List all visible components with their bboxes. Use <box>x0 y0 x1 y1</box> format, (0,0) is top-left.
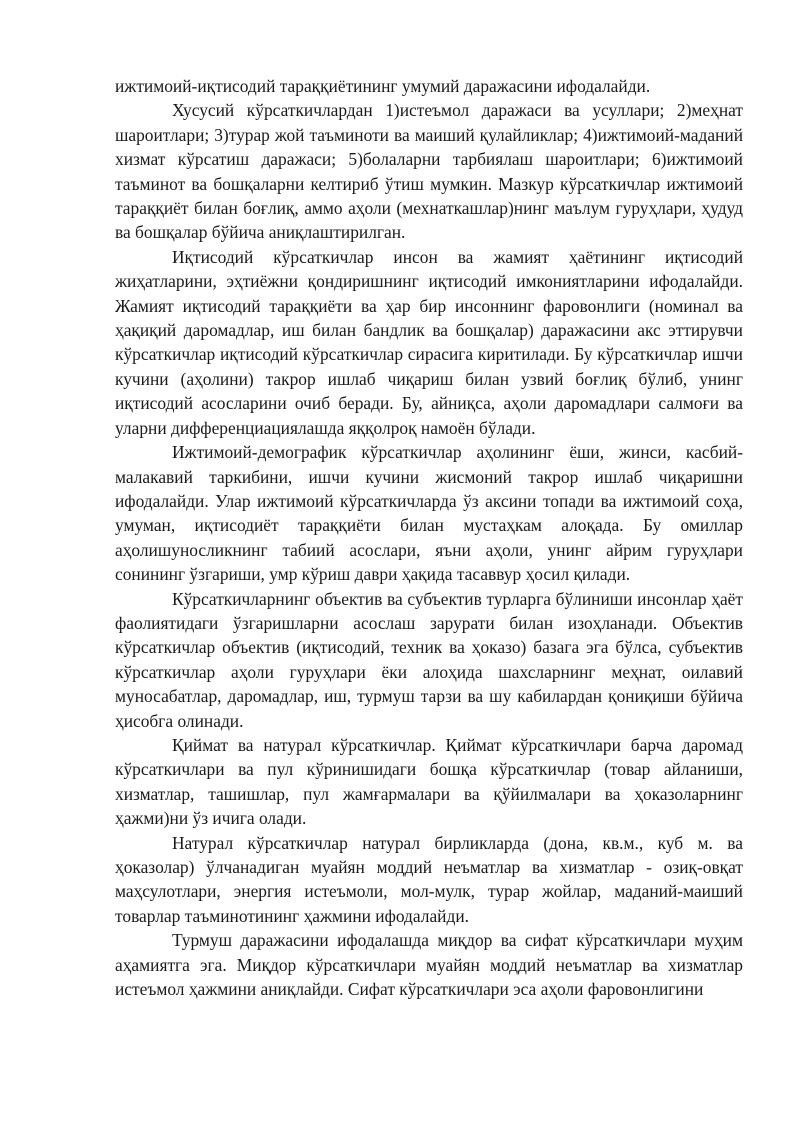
paragraph-natural-indicators: Натурал кўрсаткичлар натурал бирликларда (дона, кв.м., куб м. ва ҳоказолар) ўлчанадиган муайян моддий неъматлар ва хизматлар - озиқ-овқат маҳсулотлари, энергия истеъмоли, мол-мулк, турар жойлар, маданий-маиший товарлар таъминотининг ҳажмини ифодалайди. <box>115 832 743 926</box>
paragraph-objective-subjective-indicators: Кўрсаткичларнинг объектив ва субъектив турларга бўлиниши инсонлар ҳаёт фаолиятидаги ўзгаришларни асослаш зарурати билан изоҳланади. Объектив кўрсаткичлар объектив (иқтисодий, техник ва ҳоказо) базага эга бўлса, субъектив кўрсаткичлар аҳоли гуруҳлари ёки алоҳида шахсларнинг меҳнат, оилавий муносабатлар, даромадлар, иш, турмуш тарзи ва шу кабилардан қониқиши бўйича ҳисобга олинади. <box>115 588 743 731</box>
paragraph-economic-indicators: Иқтисодий кўрсаткичлар инсон ва жамият ҳаётининг иқтисодий жиҳатларини, эҳтиёжни қондиришнинг иқтисодий имкониятларини ифодалайди. Жамият иқтисодий тараққиёти ва ҳар бир инсоннинг фаровонлиги (номинал ва ҳақиқий даромадлар, иш билан бандлик ва бошқалар) даражасини акс эттирувчи кўрсаткичлар иқтисодий кўрсаткичлар сирасига киритилади. Бу кўрсаткичлар ишчи кучини (аҳолини) такрор ишлаб чиқариш билан узвий боғлиқ бўлиб, унинг иқтисодий асосларини очиб беради. Бу, айниқса, аҳоли даромадлари салмоғи ва уларни дифференциациялашда яққолроқ намоён бўлади. <box>115 246 743 438</box>
paragraph-continuation: ижтимоий-иқтисодий тараққиётининг умумий даражасини ифодалайди. <box>115 76 651 96</box>
paragraph-socio-demographic-indicators: Ижтимоий-демографик кўрсаткичлар аҳолининг ёши, жинси, касбий-малакавий таркибини, ишчи кучини жисмоний такрор ишлаб чиқаришни ифодалайди. Улар ижтимоий кўрсаткичларда ўз аксини топади ва ижтимоий соҳа, умуман, иқтисодиёт тараққиёти билан мустаҳкам алоқада. Бу омиллар аҳолишуносликнинг табиий асослари, яъни аҳоли, унинг айрим гуруҳлари сонининг ўзгариши, умр кўриш даври ҳақида тасаввур ҳосил қилади. <box>115 442 743 585</box>
paragraph-private-indicators: Хусусий кўрсаткичлардан 1)истеъмол даражаси ва усуллари; 2)меҳнат шароитлари; 3)турар жой таъминоти ва маиший қулайликлар; 4)ижтимоий-маданий хизмат кўрсатиш даражаси; 5)болаларни тарбиялаш шароитлари; 6)ижтимоий таъминот ва бошқаларни келтириб ўтиш мумкин. Мазкур кўрсаткичлар ижтимоий тараққиёт билан боғлиқ, аммо аҳоли (мехнаткашлар)нинг маълум гуруҳлари, ҳудуд ва бошқалар бўйича аниқлаштирилган. <box>115 100 743 243</box>
paragraph-quantity-quality-indicators: Турмуш даражасини ифодалашда миқдор ва сифат кўрсаткичлари муҳим аҳамиятга эга. Миқдор кўрсаткичлари муайян моддий неъматлар ва хизматлар истеъмол ҳажмини аниқлайди. Сифат кўрсаткичлари эса аҳоли фаровонлигини <box>115 930 743 1000</box>
paragraph-value-natural-indicators: Қиймат ва натурал кўрсаткичлар. Қиймат кўрсаткичлари барча даромад кўрсаткичлари ва пул кўринишидаги бошқа кўрсаткичлар (товар айланиши, хизматлар, ташишлар, пул жамғармалари ва қўйилмалари ва ҳоказоларнинг ҳажми)ни ўз ичига олади. <box>115 734 743 829</box>
document-page <box>115 74 743 1001</box>
